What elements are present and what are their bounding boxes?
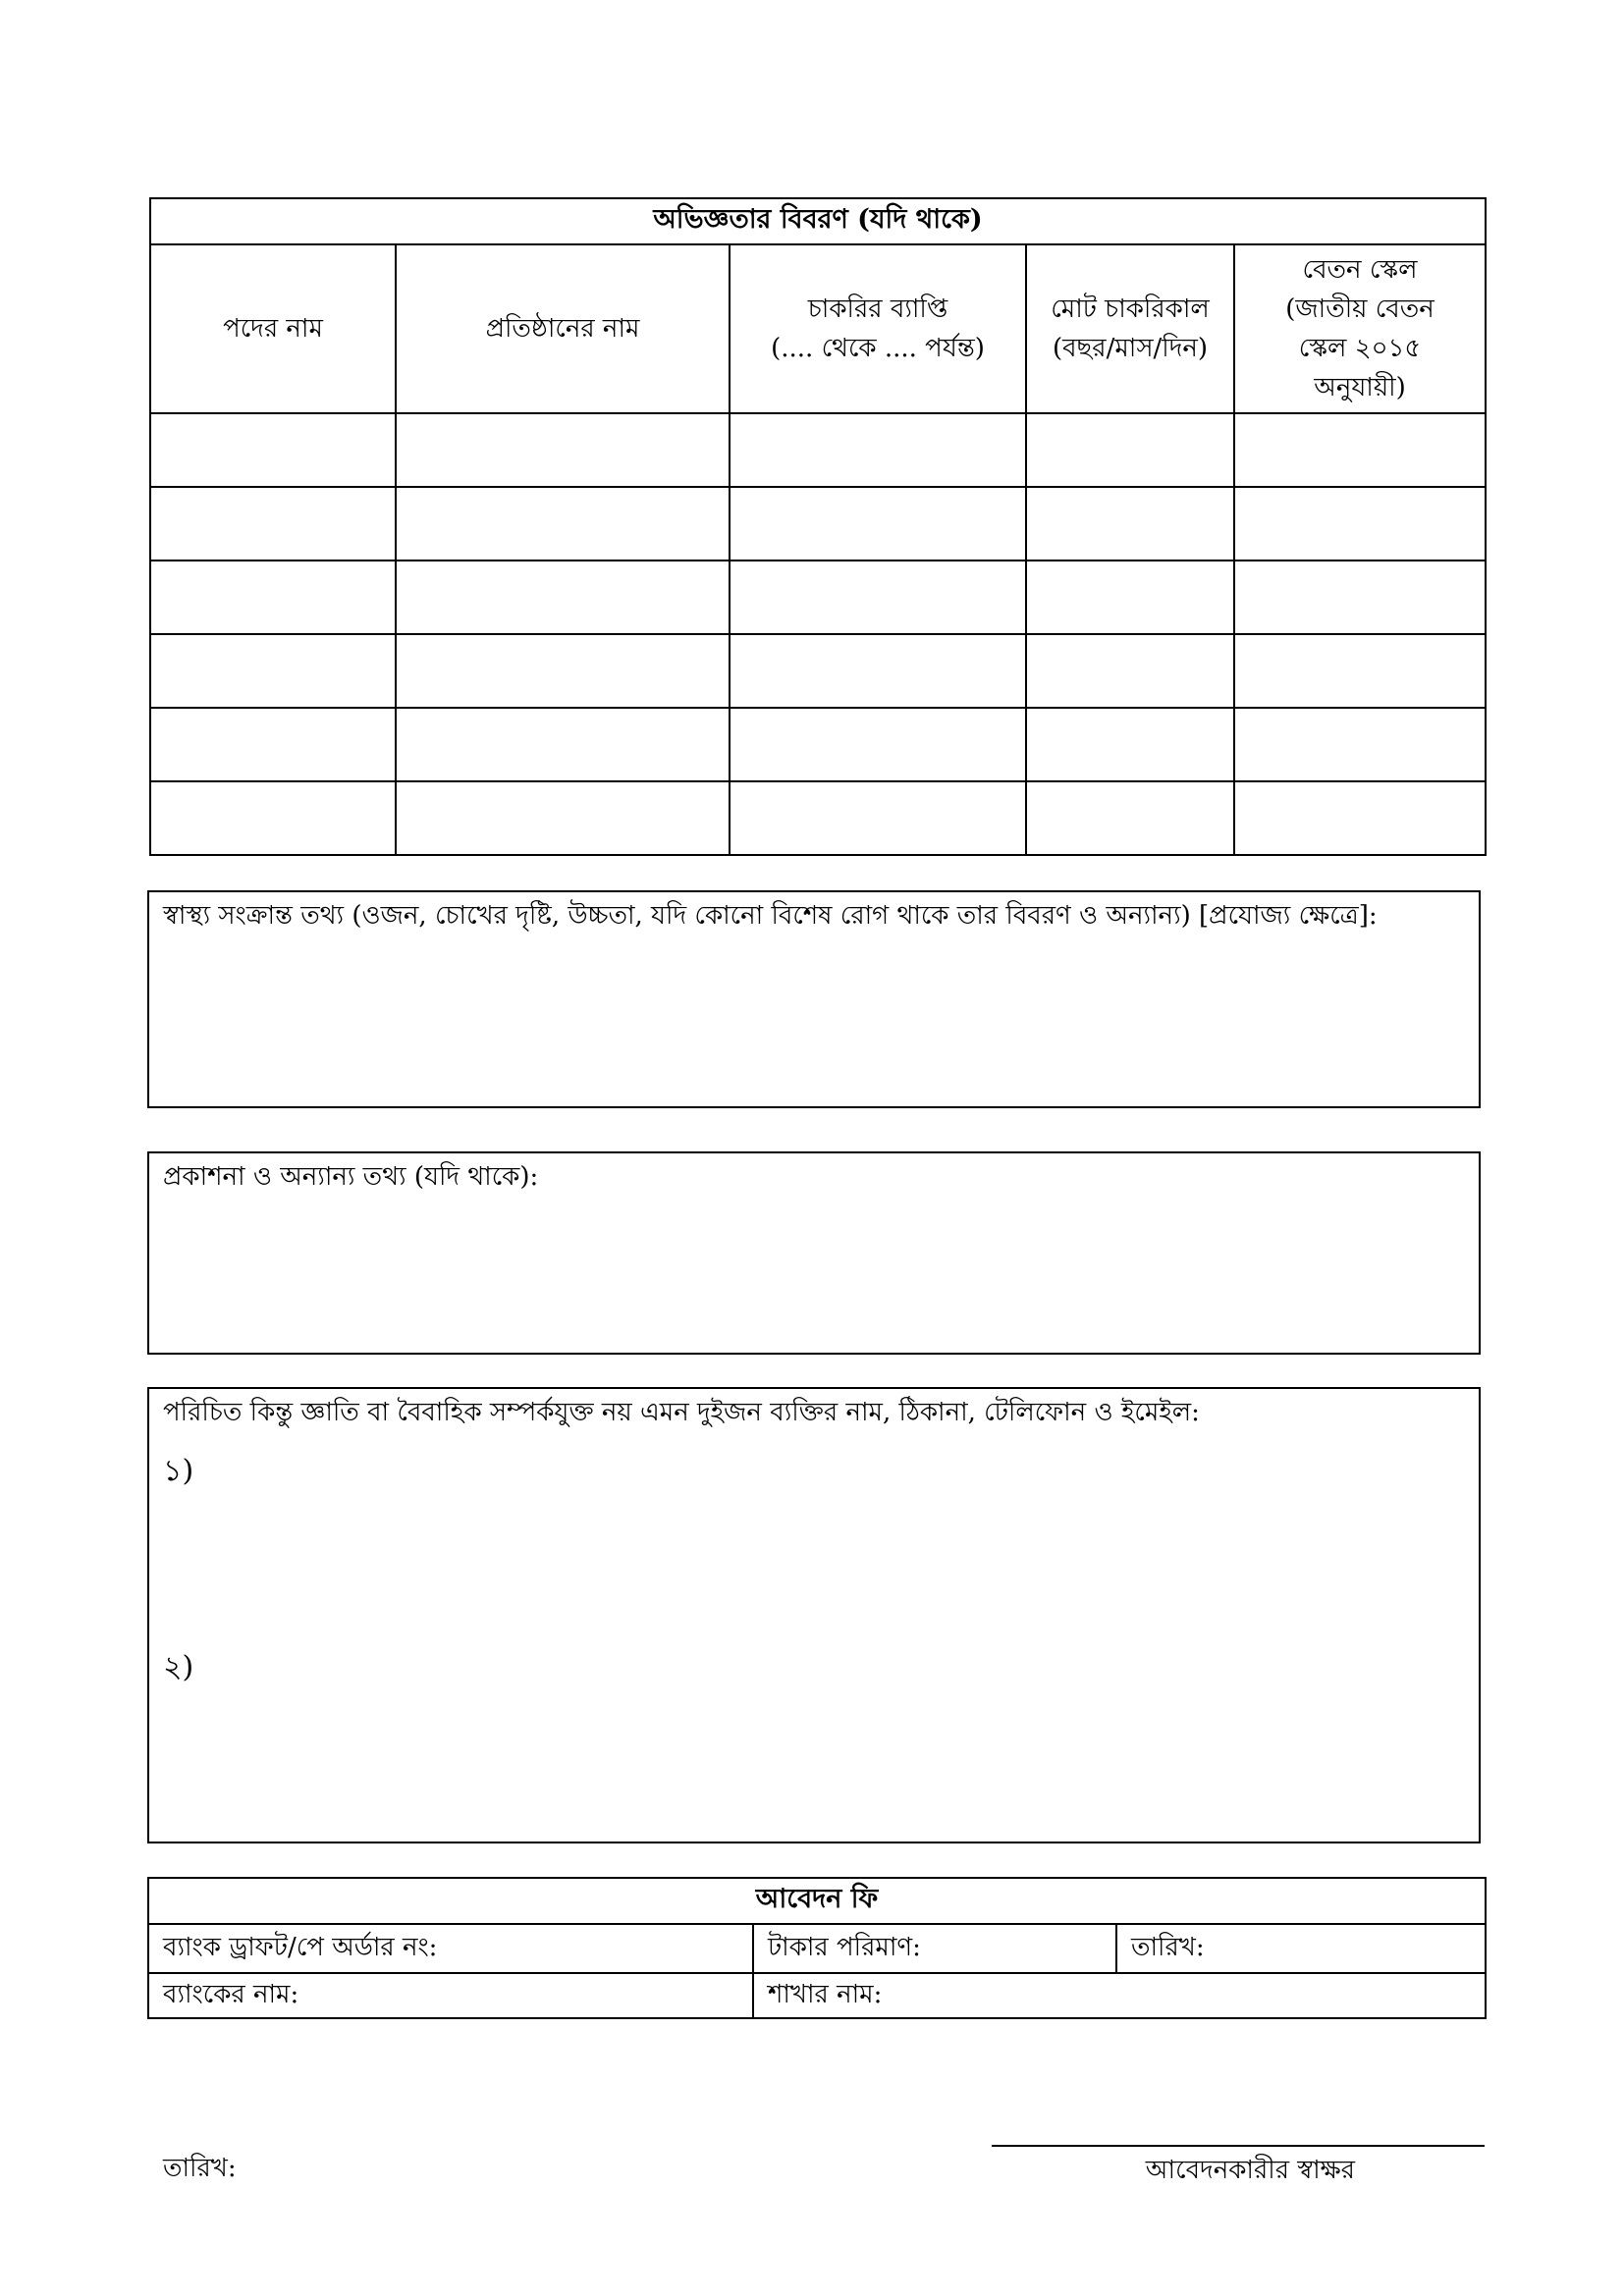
amount-field[interactable]: টাকার পরিমাণ: [753,1924,1116,1973]
experience-cell[interactable] [150,413,396,487]
signature-line [992,2145,1485,2147]
experience-cell[interactable] [150,708,396,781]
experience-cell[interactable] [1026,413,1234,487]
experience-row [150,634,1486,708]
fee-title: আবেদন ফি [148,1878,1486,1924]
experience-cell[interactable] [1234,634,1486,708]
experience-cell[interactable] [1026,781,1234,855]
experience-cell[interactable] [730,413,1026,487]
publication-label: প্রকাশনা ও অন্যান্য তথ্য (যদি থাকে): [163,1162,539,1192]
column-header-line: প্রতিষ্ঠানের নাম [485,314,640,344]
experience-cell[interactable] [396,487,730,561]
experience-cell[interactable] [396,634,730,708]
bank-name-field[interactable]: ব্যাংকের নাম: [148,1973,753,2018]
health-info-box[interactable] [147,890,1481,1108]
column-header-line: (বছর/মাস/দিন) [1052,334,1209,363]
experience-table [149,197,1487,856]
experience-cell[interactable] [396,781,730,855]
experience-cell[interactable] [1234,413,1486,487]
experience-cell[interactable] [730,634,1026,708]
experience-cell[interactable] [1026,708,1234,781]
experience-row [150,413,1486,487]
column-header-pay-scale [1234,244,1486,413]
experience-header-row [150,244,1486,413]
experience-row [150,561,1486,634]
column-header-institution-name [396,244,730,413]
experience-cell[interactable] [730,708,1026,781]
column-header-line: (জাতীয় বেতন [1285,294,1435,324]
column-header-line: স্কেল ২০১৫ [1298,334,1422,363]
experience-row [150,781,1486,855]
column-header-line: বেতন স্কেল [1302,255,1418,285]
experience-cell[interactable] [150,561,396,634]
column-header-total-service [1026,244,1234,413]
experience-cell[interactable] [150,634,396,708]
application-fee-table [147,1877,1487,2019]
references-box[interactable] [147,1387,1481,1843]
experience-cell[interactable] [150,487,396,561]
experience-cell[interactable] [1234,708,1486,781]
column-header-line: (.... থেকে .... পর্যন্ত) [771,334,985,363]
column-header-line: পদের নাম [223,314,323,344]
draft-number-field[interactable]: ব্যাংক ড্রাফট/পে অর্ডার নং: [148,1924,753,1973]
experience-cell[interactable] [730,561,1026,634]
experience-cell[interactable] [730,487,1026,561]
health-info-label: স্বাস্থ্য সংক্রান্ত তথ্য (ওজন, চোখের দৃষ্টি, উচ্চতা, যদি কোনো বিশেষ রোগ থাকে তার বিবরণ ও অন্যান্য) [প্রযোজ্য ক্ষেত্রে]: [163,901,1378,931]
column-header-post-name [150,244,396,413]
fee-date-field[interactable]: তারিখ: [1116,1924,1486,1973]
experience-cell[interactable] [1026,487,1234,561]
experience-cell[interactable] [1234,561,1486,634]
reference-1-label: ১) [163,1454,194,1488]
experience-cell[interactable] [1234,487,1486,561]
experience-cell[interactable] [150,781,396,855]
experience-title: অভিজ্ঞতার বিবরণ (যদি থাকে) [150,198,1486,244]
experience-cell[interactable] [1026,634,1234,708]
footer-date-label: তারিখ: [163,2154,237,2183]
experience-row [150,708,1486,781]
experience-cell[interactable] [396,413,730,487]
column-header-line: মোট চাকরিকাল [1051,294,1210,324]
references-label: পরিচিত কিন্তু জ্ঞাতি বা বৈবাহিক সম্পর্কযুক্ত নয় এমন দুইজন ব্যক্তির নাম, ঠিকানা, টেলিফোন ও ইমেইল: [163,1398,1200,1427]
experience-cell[interactable] [730,781,1026,855]
signature-label: আবেদনকারীর স্বাক্ষর [1145,2156,1355,2185]
experience-cell[interactable] [396,708,730,781]
publication-box[interactable] [147,1151,1481,1355]
column-header-service-period [730,244,1026,413]
experience-cell[interactable] [1026,561,1234,634]
experience-cell[interactable] [396,561,730,634]
column-header-line: চাকরির ব্যাপ্তি [807,294,948,324]
experience-row [150,487,1486,561]
experience-cell[interactable] [1234,781,1486,855]
branch-name-field[interactable]: শাখার নাম: [753,1973,1486,2018]
reference-2-label: ২) [163,1650,194,1684]
column-header-line: অনুযায়ী) [1314,373,1406,402]
